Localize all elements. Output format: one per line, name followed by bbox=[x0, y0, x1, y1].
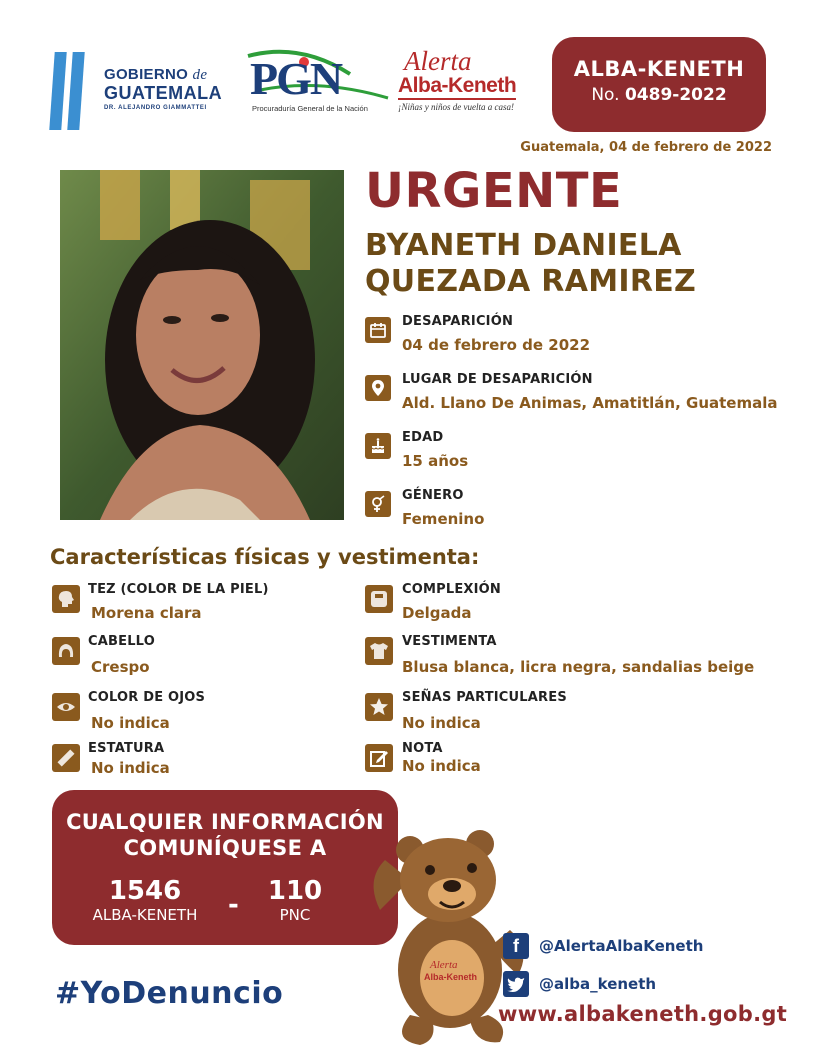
location-pin-icon bbox=[365, 375, 391, 401]
gobierno-logo bbox=[104, 66, 234, 111]
detail-value: Ald. Llano De Animas, Amatitlán, Guatemala bbox=[402, 394, 778, 412]
char-label: ESTATURA bbox=[88, 741, 165, 756]
detail-value: Femenino bbox=[402, 510, 485, 528]
pgn-subtitle: Procuraduría General de la Nación bbox=[252, 104, 368, 113]
pgn-letters: PGN bbox=[250, 53, 342, 104]
hotline-pnc bbox=[260, 876, 330, 924]
char-value: Morena clara bbox=[91, 604, 202, 622]
mascot-belly-line1: Alerta bbox=[430, 959, 458, 971]
char-value: Blusa blanca, licra negra, sandalias beige bbox=[402, 658, 755, 676]
facebook-handle: @AlertaAlbaKeneth bbox=[539, 937, 704, 955]
char-label: TEZ (COLOR DE LA PIEL) bbox=[88, 582, 269, 597]
twitter-handle: @alba_keneth bbox=[539, 975, 657, 993]
missing-person-photo bbox=[60, 170, 344, 520]
person-name-line2: QUEZADA RAMIREZ bbox=[365, 264, 697, 299]
facebook-icon: f bbox=[503, 933, 529, 959]
twitter-icon bbox=[503, 971, 529, 997]
detail-value: 04 de febrero de 2022 bbox=[402, 336, 591, 354]
alerta-tagline: ¡Niñas y niños de vuelta a casa! bbox=[398, 102, 514, 112]
contact-line2: COMUNÍQUESE A bbox=[123, 836, 327, 860]
pgn-logo bbox=[240, 48, 390, 118]
case-number: 0489-2022 bbox=[624, 85, 727, 105]
case-number-box bbox=[552, 37, 766, 132]
detail-label: GÉNERO bbox=[402, 488, 464, 503]
char-label: NOTA bbox=[402, 741, 443, 756]
char-label: VESTIMENTA bbox=[402, 634, 497, 649]
hotline-separator: - bbox=[228, 890, 239, 920]
case-title: ALBA-KENETH bbox=[573, 57, 745, 81]
hair-icon bbox=[52, 637, 80, 665]
hotline-number: 1546 bbox=[108, 876, 182, 906]
calendar-icon bbox=[365, 317, 391, 343]
hashtag: #YoDenuncio bbox=[55, 976, 284, 1011]
char-value: Delgada bbox=[402, 604, 472, 622]
char-value: No indica bbox=[91, 714, 170, 732]
hotline-label: ALBA-KENETH bbox=[92, 906, 198, 924]
cake-icon bbox=[365, 433, 391, 459]
hotline-alba-keneth bbox=[90, 876, 200, 924]
char-label: SEÑAS PARTICULARES bbox=[402, 690, 567, 705]
gobierno-logo-bars bbox=[52, 52, 96, 130]
alerta-line2: Alba-Keneth bbox=[398, 74, 516, 100]
issue-date: Guatemala, 04 de febrero de 2022 bbox=[520, 140, 772, 155]
gov-line1: GOBIERNO bbox=[104, 66, 189, 83]
gender-icon bbox=[365, 491, 391, 517]
gov-line3: DR. ALEJANDRO GIAMMATTEI bbox=[104, 105, 207, 111]
star-icon bbox=[365, 693, 393, 721]
pnc-label: PNC bbox=[279, 906, 311, 924]
contact-box bbox=[52, 790, 398, 945]
shirt-icon bbox=[365, 637, 393, 665]
mascot-belly-line2: Alba-Keneth bbox=[424, 972, 478, 982]
char-label: CABELLO bbox=[88, 634, 155, 649]
contact-line1: CUALQUIER INFORMACIÓN bbox=[66, 810, 384, 834]
urgent-title: URGENTE bbox=[365, 163, 623, 219]
head-profile-icon bbox=[52, 585, 80, 613]
eye-icon bbox=[52, 693, 80, 721]
char-value: No indica bbox=[402, 714, 481, 732]
detail-label: LUGAR DE DESAPARICIÓN bbox=[402, 372, 593, 387]
detail-value: 15 años bbox=[402, 452, 469, 470]
gov-line2: GUATEMALA bbox=[104, 83, 223, 103]
char-value: Crespo bbox=[91, 658, 150, 676]
char-value: No indica bbox=[91, 759, 170, 777]
ruler-icon bbox=[52, 744, 80, 772]
edit-note-icon bbox=[365, 744, 393, 772]
detail-label: DESAPARICIÓN bbox=[402, 314, 514, 329]
char-label: COLOR DE OJOS bbox=[88, 690, 206, 705]
characteristics-title: Características físicas y vestimenta: bbox=[50, 545, 480, 569]
alerta-logo bbox=[396, 46, 531, 116]
website-link[interactable]: www.albakeneth.gob.gt bbox=[498, 1002, 788, 1026]
char-value: No indica bbox=[402, 757, 481, 775]
gov-line1-de: de bbox=[192, 67, 208, 83]
person-photo-illustration bbox=[60, 170, 344, 520]
case-no-label: No. bbox=[591, 85, 620, 105]
alerta-line1: Alerta bbox=[404, 46, 472, 76]
scale-icon bbox=[365, 585, 393, 613]
detail-label: EDAD bbox=[402, 430, 444, 445]
char-label: COMPLEXIÓN bbox=[402, 582, 502, 597]
pnc-number: 110 bbox=[267, 876, 323, 906]
person-name-line1: BYANETH DANIELA bbox=[365, 228, 682, 263]
person-name bbox=[365, 228, 785, 300]
